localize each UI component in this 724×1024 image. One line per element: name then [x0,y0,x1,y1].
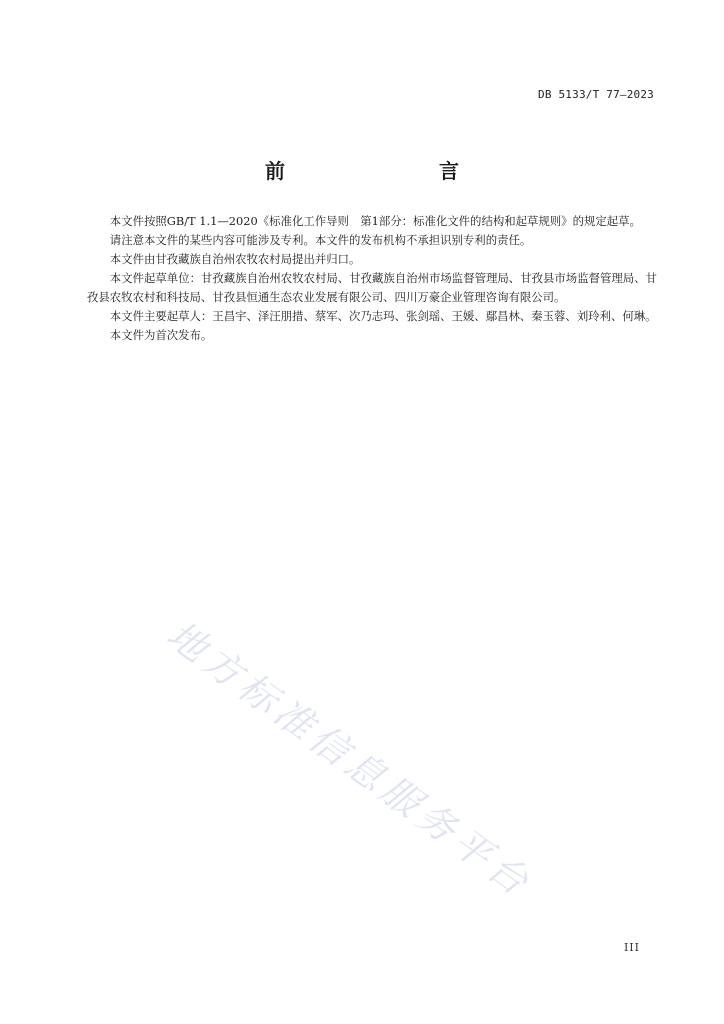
foreword-body [87,212,657,345]
paragraph-drafting-rules: 本文件按照GB/T 1.1—2020《标准化工作导则 第1部分：标准化文件的结构和起草规则》的规定起草。 [109,214,641,228]
paragraph-drafting-units: 本文件起草单位：甘孜藏族自治州农牧农村局、甘孜藏族自治州市场监督管理局、甘孜县市场监督管理局、甘孜县农牧农村和科技局、甘孜县恒通生态农业发展有限公司、四川万豪企业管理咨询有限公司。 [87,271,657,304]
paragraph-first-release: 本文件为首次发布。 [109,328,213,342]
watermark-text: 地方标准信息服务平台 [158,612,541,907]
paragraph-proposer: 本文件由甘孜藏族自治州农牧农村局提出并归口。 [109,252,361,266]
page-title: 前 言 [265,159,497,183]
paragraph-patent-notice: 请注意本文件的某些内容可能涉及专利。本文件的发布机构不承担识别专利的责任。 [109,233,532,247]
paragraph-drafters: 本文件主要起草人：王昌宇、泽汪朋措、蔡军、次乃志玛、张剑瑶、王媛、鄢昌林、秦玉蓉、刘玲利、何琳。 [109,309,657,323]
document-code: DB 5133/T 77—2023 [538,88,654,101]
page-number: III [623,941,640,954]
